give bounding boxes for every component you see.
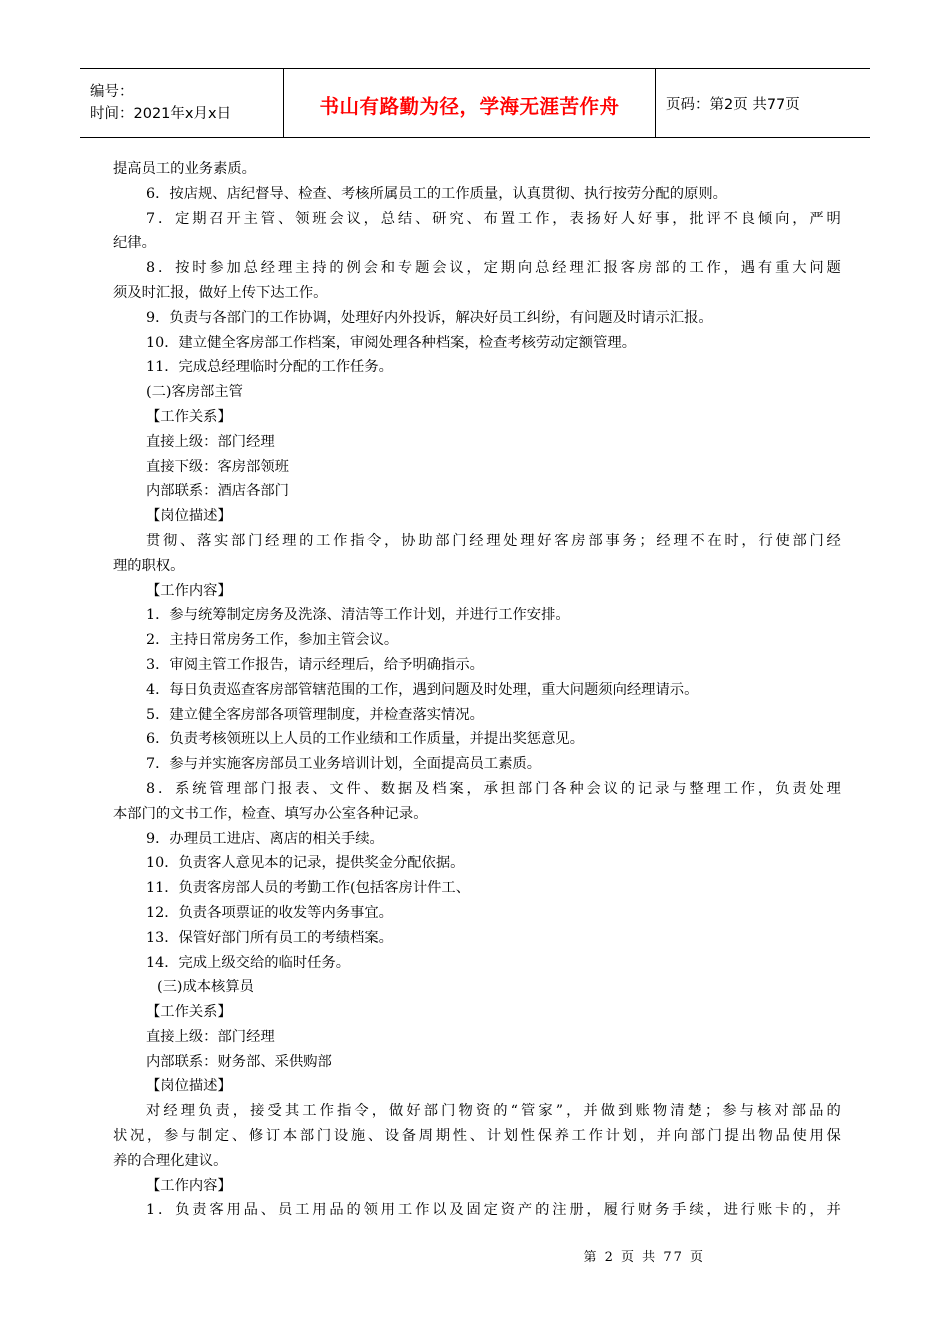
body-line: 【工作内容】 [146,582,232,599]
body-line: 10．建立健全客房部工作档案，审阅处理各种档案，检查考核劳动定额管理。 [146,334,636,351]
document-body [113,157,841,1223]
body-line: 直接上级：部门经理 [146,1028,275,1045]
body-line: 理的职权。 [113,557,185,574]
body-line: 12．负责各项票证的收发等内务事宜。 [146,904,393,921]
body-line: 7．定期召开主管、领班会议，总结、研究、布置工作，表扬好人好事，批评不良倾向，严明 [146,210,841,227]
body-line: 【工作内容】 [146,1177,232,1194]
document-number-label: 编号： [90,84,134,100]
body-line: 2．主持日常房务工作，参加主管会议。 [146,632,399,649]
body-line: 13．保管好部门所有员工的考绩档案。 [146,929,393,946]
body-line: 9．办理员工进店、离店的相关手续。 [146,830,384,847]
body-line: (二)客房部主管 [146,384,243,401]
header-page-cell [656,69,870,137]
body-line: 9．负责与各部门的工作协调，处理好内外投诉，解决好员工纠纷，有问题及时请示汇报。 [146,309,713,326]
header-motto: 书山有路勤为径，学海无涯苦作舟 [319,95,620,118]
page-footer [0,1246,950,1265]
body-line: 6．负责考核领班以上人员的工作业绩和工作质量，并提出奖惩意见。 [146,731,584,748]
body-line: 状况，参与制定、修订本部门设施、设备周期性、计划性保养工作计划，并向部门提出物品使用保 [113,1128,841,1145]
body-line: 本部门的文书工作，检查、填写办公室各种记录。 [113,805,428,822]
body-line: 4．每日负责巡查客房部管辖范围的工作，遇到问题及时处理，重大问题须向经理请示。 [146,681,699,698]
body-line: 直接下级：客房部领班 [146,458,289,475]
body-line: 6．按店规、店纪督导、检查、考核所属员工的工作质量，认真贯彻、执行按劳分配的原则。 [146,185,727,202]
body-line: 提高员工的业务素质。 [113,161,256,177]
body-line: 3．审阅主管工作报告，请示经理后，给予明确指示。 [146,656,484,673]
body-line: 11．负责客房部人员的考勤工作(包括客房计件工、 [146,880,471,897]
body-line: 8．按时参加总经理主持的例会和专题会议，定期向总经理汇报客房部的工作，遇有重大问题 [146,260,841,277]
header-page-info: 页码：第2页 共77页 [666,96,800,113]
body-line: 1．参与统筹制定房务及洗涤、清洁等工作计划，并进行工作安排。 [146,607,570,624]
document-date-label: 时间：2021年x月x日 [90,106,232,122]
body-line: 【工作关系】 [146,408,232,425]
body-line: 5．建立健全客房部各项管理制度，并检查落实情况。 [146,706,484,723]
document-header [80,68,870,138]
body-line: 14．完成上级交给的临时任务。 [146,954,351,971]
body-line: 贯彻、落实部门经理的工作指令，协助部门经理处理好客房部事务；经理不在时，行使部门经 [146,532,841,549]
body-line: 纪律。 [113,235,156,252]
body-line: 8．系统管理部门报表、文件、数据及档案，承担部门各种会议的记录与整理工作，负责处理 [146,780,841,797]
body-line: 【工作关系】 [146,1004,232,1021]
body-line: 内部联系：财务部、采供购部 [146,1053,332,1070]
body-line: 1．负责客用品、员工用品的领用工作以及固定资产的注册，履行财务手续，进行账卡的，并 [146,1202,841,1219]
body-line: 10．负责客人意见本的记录，提供奖金分配依据。 [146,855,465,872]
body-line: 须及时汇报，做好上传下达工作。 [113,284,328,301]
body-line: 内部联系：酒店各部门 [146,483,289,500]
body-line: 养的合理化建议。 [113,1152,228,1169]
body-line: 11．完成总经理临时分配的工作任务。 [146,359,393,376]
body-line: 7．参与并实施客房部员工业务培训计划，全面提高员工素质。 [146,756,542,773]
header-meta-cell [80,69,284,137]
body-line: 直接上级：部门经理 [146,433,275,450]
footer-page-number: 第 2 页 共 77 页 [583,1250,705,1265]
body-line: 【岗位描述】 [146,508,232,525]
body-line: (三)成本核算员 [157,979,254,996]
header-motto-cell [284,69,656,137]
body-line: 对经理负责，接受其工作指令，做好部门物资的“管家”，并做到账物清楚；参与核对部品的 [146,1103,841,1120]
body-line: 【岗位描述】 [146,1078,232,1095]
